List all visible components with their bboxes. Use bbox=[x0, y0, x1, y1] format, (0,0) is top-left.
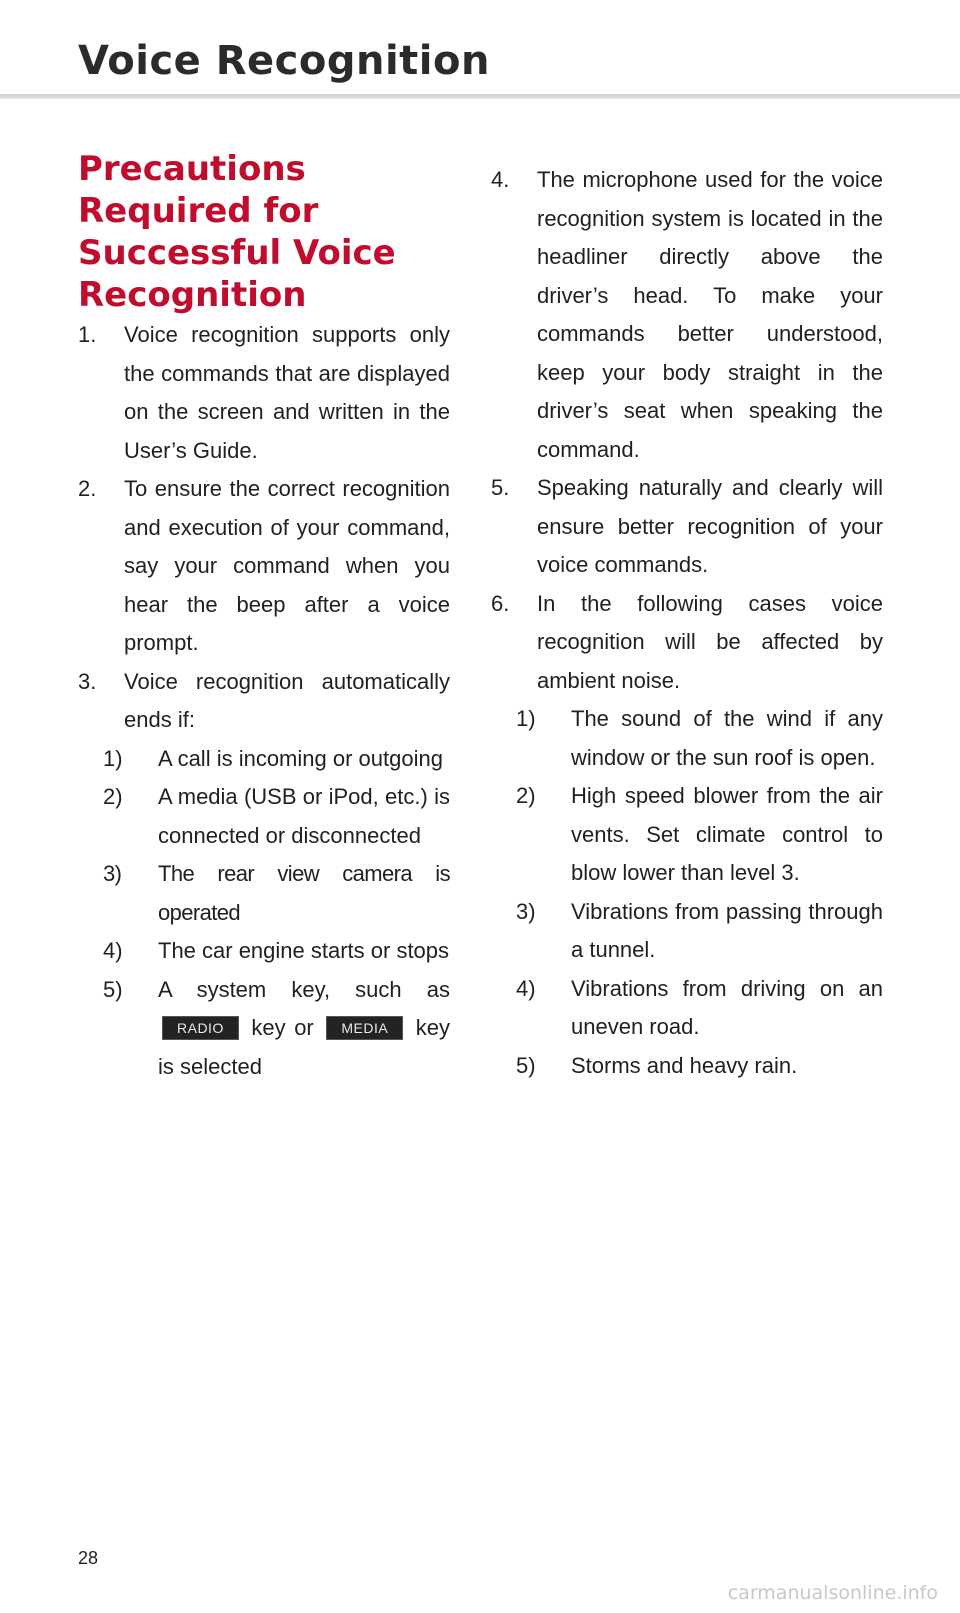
sub-item-number: 3) bbox=[516, 898, 536, 924]
sub-item-text: The rear view camera is operated bbox=[158, 861, 450, 925]
header-divider bbox=[0, 94, 960, 99]
item-number: 2. bbox=[78, 476, 97, 501]
sub-item-text: A call is incoming or outgoing bbox=[158, 745, 443, 771]
sub-item-number: 2) bbox=[516, 783, 536, 808]
item-text: To ensure the correct recognition and execution of your command, say your command when you hear the beep after a voice prompt. bbox=[124, 476, 450, 655]
item-number: 3. bbox=[78, 668, 97, 694]
left-column bbox=[78, 316, 450, 1086]
item-number: 1. bbox=[78, 322, 97, 347]
media-key-badge: MEDIA bbox=[326, 1016, 403, 1040]
list-item-6 bbox=[491, 585, 883, 701]
list-item-4 bbox=[491, 161, 883, 469]
sub-item-text: Storms and heavy rain. bbox=[571, 1052, 798, 1078]
sub-item-number: 1) bbox=[103, 745, 123, 771]
item-text: The microphone used for the voice recognition system is located in the headliner directly above the driver’s head. To make your commands better understood, keep your body straight in the driver’s seat when speaking the command. bbox=[537, 167, 883, 462]
sub-item-3-5 bbox=[78, 971, 450, 1087]
sub-item-text: The sound of the wind if any window or the sun roof is open. bbox=[571, 706, 883, 770]
sub-item-text: Vibrations from passing through a tunnel. bbox=[571, 898, 883, 962]
sub-item-text: High speed blower from the air vents. Set climate control to blow lower than level 3. bbox=[571, 783, 883, 885]
list-item-1 bbox=[78, 316, 450, 470]
item-text: In the following cases voice recognition will be affected by ambient noise. bbox=[537, 590, 883, 693]
sub-item-text: Vibrations from driving on an uneven road. bbox=[571, 975, 883, 1039]
item-text: Voice recognition automatically ends if: bbox=[124, 668, 450, 732]
list-item-3 bbox=[78, 663, 450, 740]
item-number: 5. bbox=[491, 475, 510, 500]
sub-item-6-1 bbox=[491, 700, 883, 777]
sub-item-number: 1) bbox=[516, 706, 536, 731]
sub-item-3-3 bbox=[78, 855, 450, 932]
sub-item-number: 2) bbox=[103, 784, 123, 809]
sub-item-6-2 bbox=[491, 777, 883, 893]
list-item-5 bbox=[491, 469, 883, 585]
page-header-title: Voice Recognition bbox=[78, 38, 490, 84]
sub-item-number: 4) bbox=[516, 975, 536, 1001]
item-text: Speaking naturally and clearly will ensure better recognition of your voice commands. bbox=[537, 475, 883, 577]
item-text: Voice recognition supports only the commands that are displayed on the screen and written in the User’s Guide. bbox=[124, 322, 450, 463]
sub-item-6-3 bbox=[491, 893, 883, 970]
sub-item-number: 3) bbox=[103, 861, 122, 886]
sub-item-3-1 bbox=[78, 740, 450, 779]
sub-item-number: 4) bbox=[103, 938, 123, 963]
sub-item-text-b: key or bbox=[251, 1015, 314, 1040]
right-column bbox=[491, 161, 883, 1085]
sub-item-number: 5) bbox=[103, 976, 123, 1002]
sub-item-3-2 bbox=[78, 778, 450, 855]
sub-item-3-4 bbox=[78, 932, 450, 971]
sub-item-text-c: key is selected bbox=[158, 1015, 450, 1079]
sub-item-6-4 bbox=[491, 970, 883, 1047]
item-number: 6. bbox=[491, 590, 510, 616]
section-title: Precautions Required for Successful Voice Recognition bbox=[78, 149, 396, 315]
sub-item-text: A media (USB or iPod, etc.) is connected or disconnected bbox=[158, 784, 450, 848]
page-number: 28 bbox=[78, 1548, 99, 1568]
sub-item-6-5 bbox=[491, 1047, 883, 1086]
watermark: carmanualsonline.info bbox=[727, 1582, 938, 1604]
list-item-2 bbox=[78, 470, 450, 663]
sub-item-number: 5) bbox=[516, 1052, 536, 1078]
sub-item-text-a: A system key, such as bbox=[158, 976, 450, 1002]
radio-key-badge: RADIO bbox=[162, 1016, 239, 1040]
item-number: 4. bbox=[491, 167, 510, 192]
sub-item-text: The car engine starts or stops bbox=[158, 938, 450, 963]
